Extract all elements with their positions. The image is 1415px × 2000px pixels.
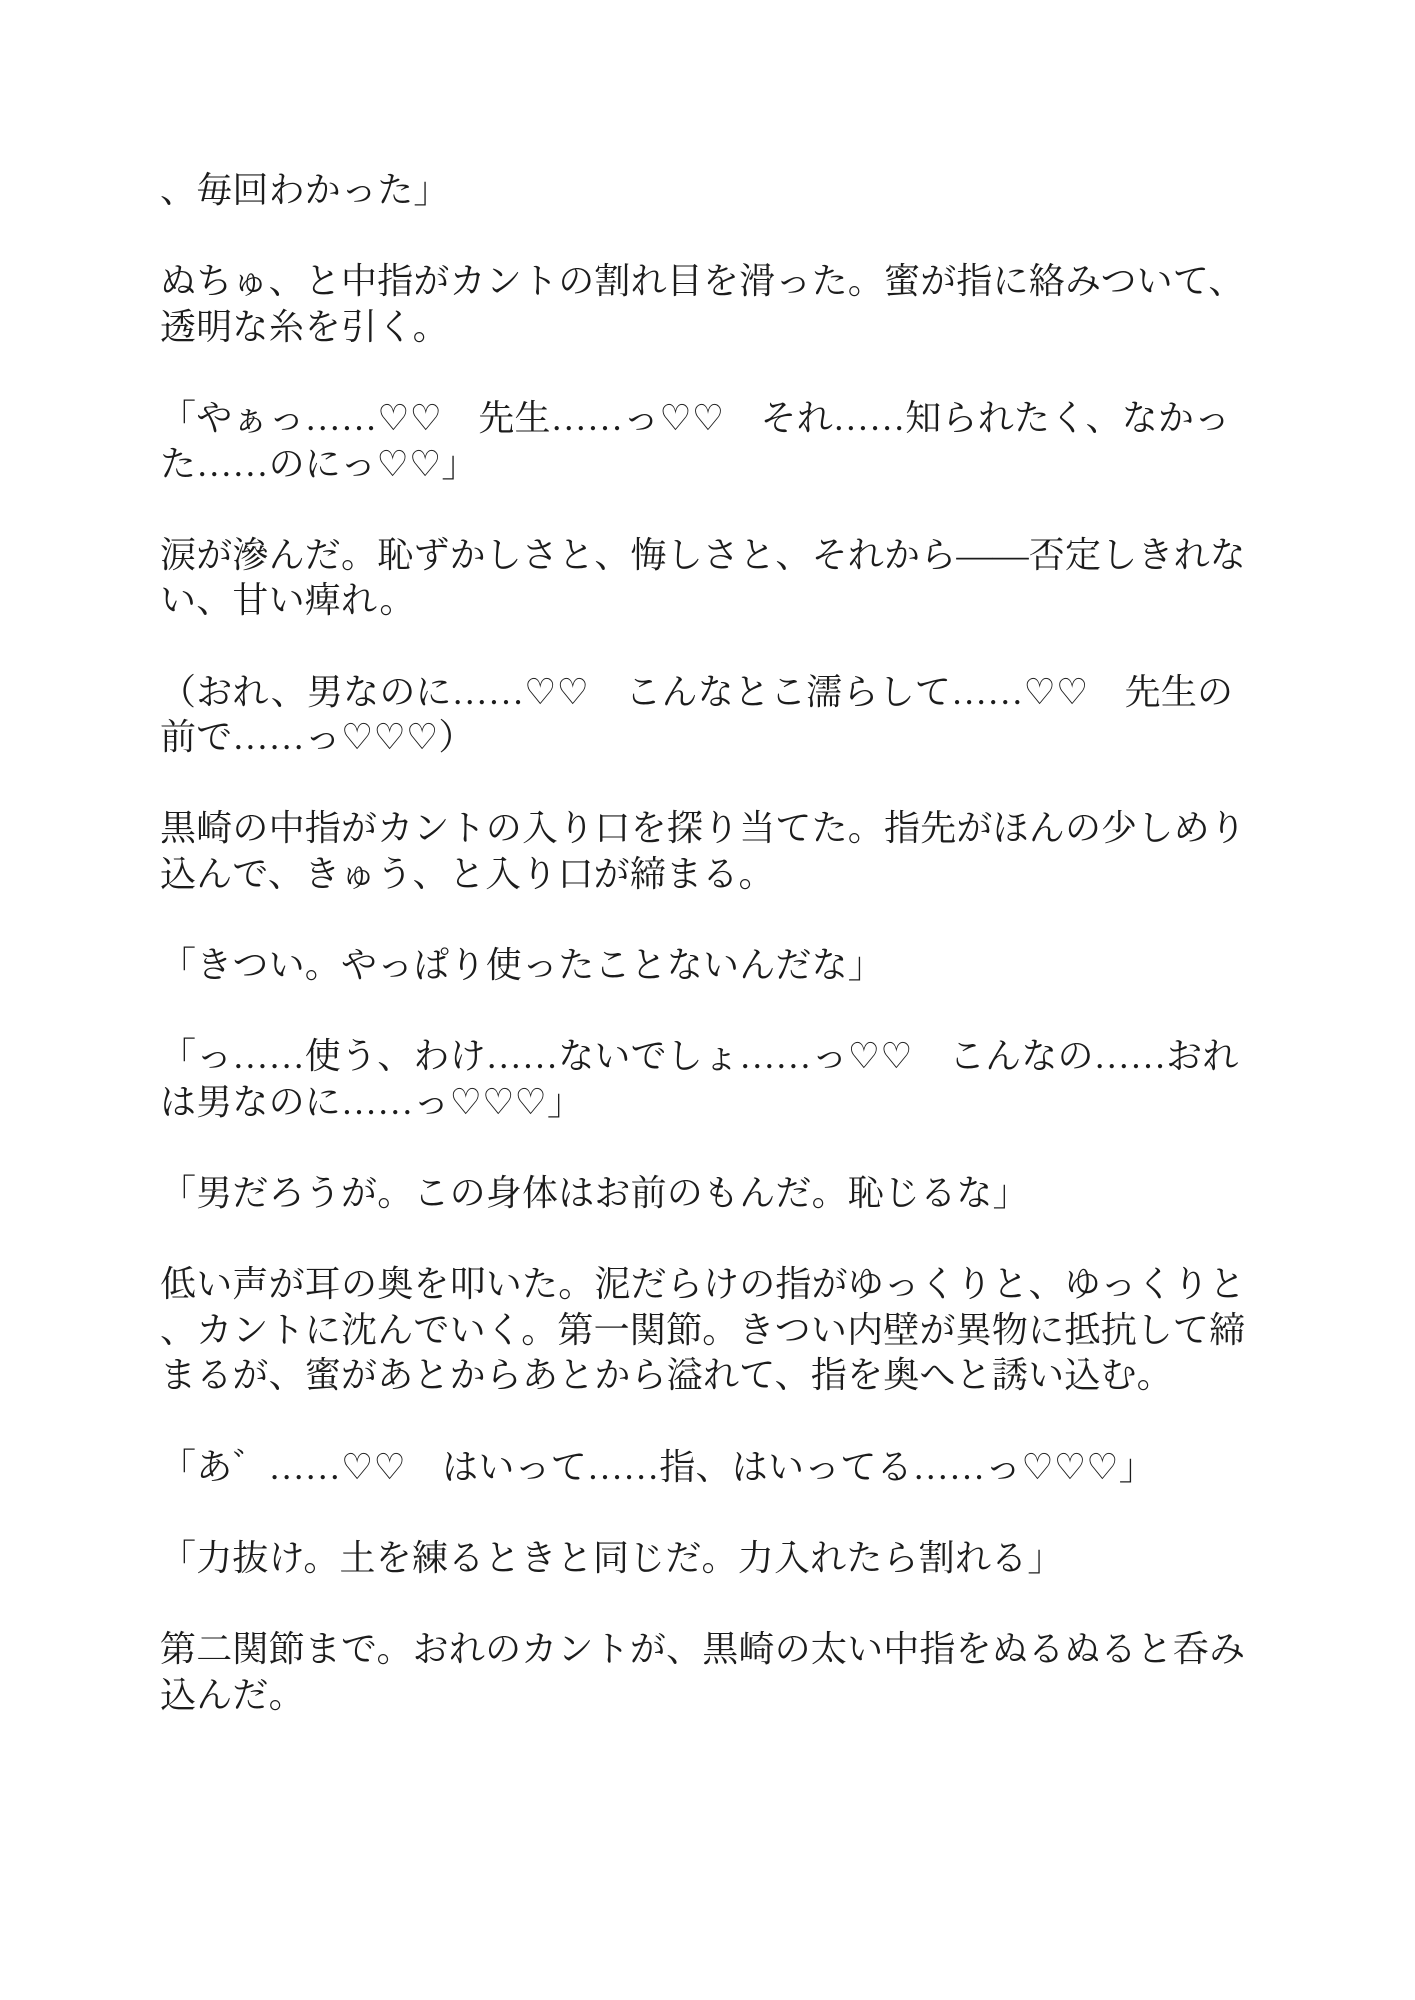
- paragraph: [160, 1171, 1256, 1217]
- paragraph: [160, 168, 1256, 214]
- text-line: まるが、蜜があとからあとから溢れて、指を奥へと誘い込む。: [160, 1355, 1173, 1396]
- text-line: 低い声が耳の奥を叩いた。泥だらけの指がゆっくりと、ゆっくりと: [160, 1264, 1246, 1305]
- text-line: 込んで、きゅう、と入り口が締まる。: [160, 853, 775, 894]
- text-line: 「男だろうが。この身体はお前のもんだ。恥じるな」: [160, 1173, 1029, 1214]
- text-line: い、甘い痺れ。: [160, 580, 416, 621]
- text-line: 、カントに沈んでいく。第一関節。きつい内壁が異物に抵抗して締: [160, 1309, 1246, 1350]
- paragraph: [160, 1536, 1256, 1582]
- paragraph: [160, 806, 1256, 897]
- text-line: 「きつい。やっぱり使ったことないんだな」: [160, 945, 885, 986]
- text-line: 透明な糸を引く。: [160, 306, 449, 347]
- text-line: 「っ……使う、わけ……ないでしょ……っ♡♡ こんなの……おれ: [160, 1036, 1239, 1077]
- paragraph: [160, 1262, 1256, 1399]
- paragraph: [160, 670, 1256, 761]
- paragraph: [160, 1445, 1256, 1491]
- text-line: 、毎回わかった」: [160, 170, 450, 210]
- text-line: ぬちゅ、と中指がカントの割れ目を滑った。蜜が指に絡みついて、: [160, 261, 1245, 302]
- paragraph: [160, 943, 1256, 989]
- text-line: 込んだ。: [160, 1674, 305, 1715]
- text-line: （おれ、男なのに……♡♡ こんなとこ濡らして……♡♡ 先生の: [160, 671, 1234, 712]
- paragraph: [160, 396, 1256, 487]
- text-line: 前で……っ♡♡♡）: [160, 717, 475, 758]
- text-line: 第二関節まで。おれのカントが、黒崎の太い中指をぬるぬると呑み: [160, 1629, 1246, 1669]
- text-line: 「あ゛……♡♡ はいって……指、はいってる……っ♡♡♡」: [160, 1446, 1155, 1487]
- text-line: 「力抜け。土を練るときと同じだ。力入れたら割れる」: [160, 1537, 1064, 1578]
- text-line: 「やぁっ……♡♡ 先生……っ♡♡ それ……知られたく、なかっ: [160, 397, 1231, 438]
- text-line: 涙が滲んだ。恥ずかしさと、悔しさと、それから——否定しきれな: [160, 534, 1247, 575]
- paragraph: [160, 533, 1256, 624]
- paragraph: [160, 259, 1256, 350]
- text-line: は男なのに……っ♡♡♡」: [160, 1081, 584, 1122]
- paragraph: [160, 1034, 1256, 1125]
- story-text-block: [160, 168, 1256, 1718]
- text-line: 黒崎の中指がカントの入り口を探り当てた。指先がほんの少しめり: [160, 808, 1247, 849]
- paragraph: [160, 1627, 1256, 1718]
- text-line: た……のにっ♡♡」: [160, 443, 478, 484]
